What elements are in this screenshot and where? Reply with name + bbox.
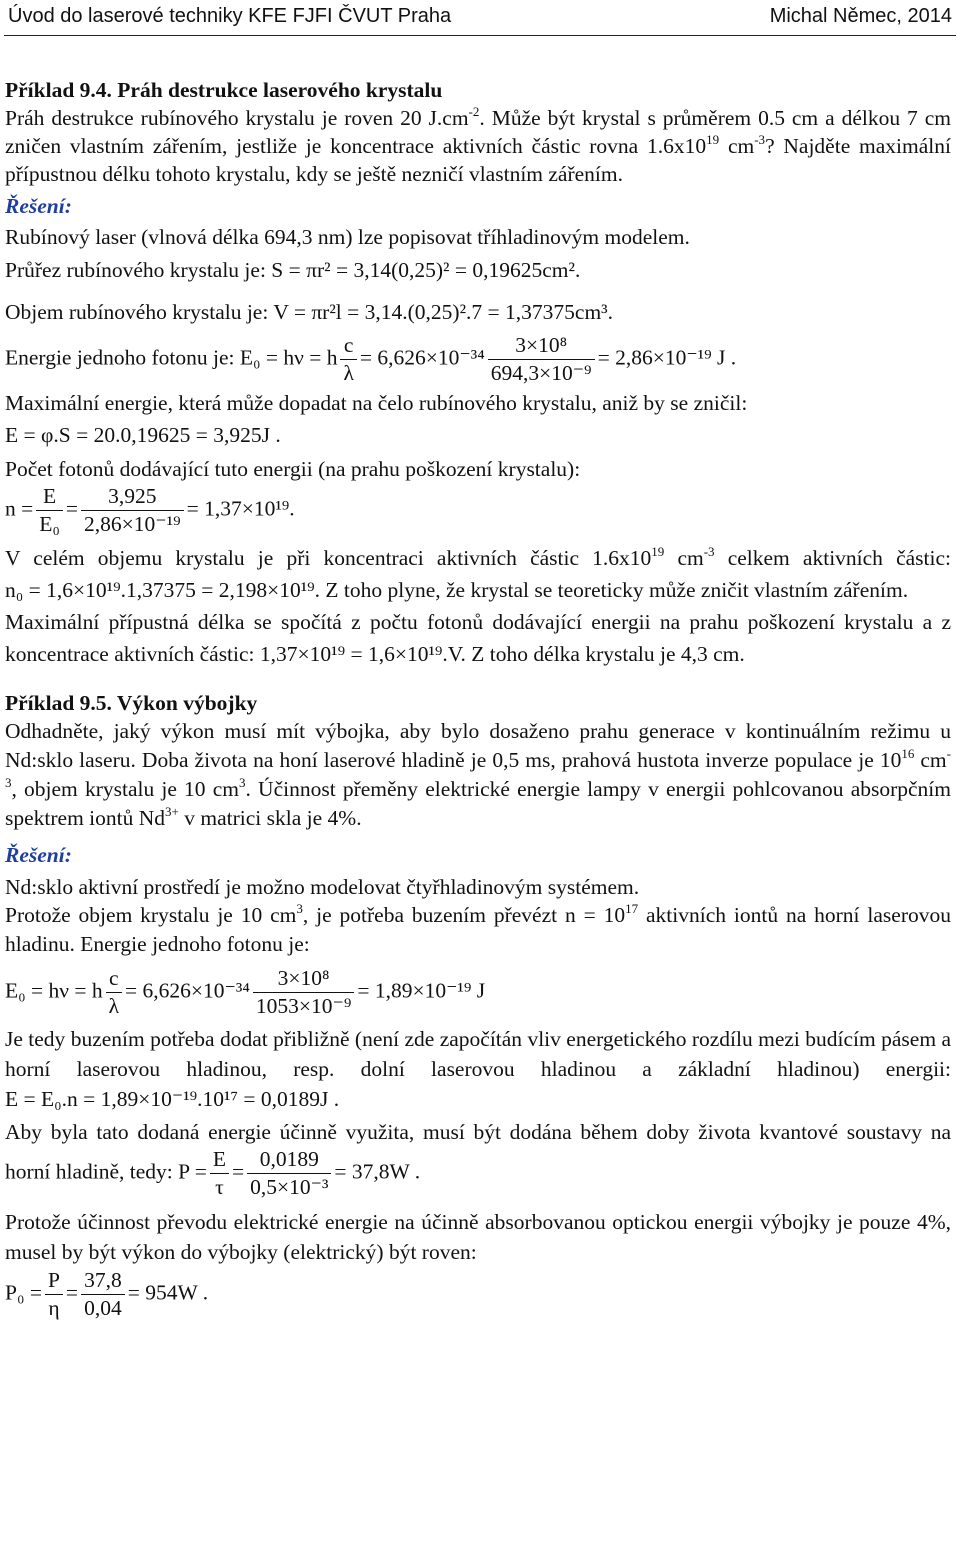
cross-section-line [5, 256, 951, 284]
task-sup: -3 [754, 132, 766, 147]
formula-part: n = [5, 496, 34, 521]
task-sup: 19 [706, 132, 720, 147]
particles-formula: n₀ = 1,6×10¹⁹.1,37375 = 2,198×10¹⁹ [5, 578, 315, 602]
solution-label: Řešení: [5, 194, 72, 218]
max-length-paragraph [5, 606, 951, 670]
formula-part: = 954W . [127, 1280, 209, 1305]
photon-count-formula: n = $\frac{E}{\text{E₀}}$ = $\frac{3,925}{\text{2,86×10⁻¹⁹}}$ = 1,37×10¹⁹. [5, 484, 295, 536]
task-text: Odhadněte, jaký výkon musí mít výbojka, aby bylo dosaženo prahu generace v kontinuálním režimu u Nd:sklo laseru. Doba života na honí laserové hladině je 0,5 ms, prahová hustota inverze populace je 10 [5, 719, 951, 772]
para-text: . Z toho plyne, že krystal se teoreticky může zničit vlastním zářením. [314, 578, 909, 602]
para-text: celkem aktivních částic: [714, 546, 951, 570]
fraction-numerator: 3,925 [81, 483, 184, 511]
fraction-denominator: 0,04 [84, 1296, 122, 1320]
formula-part: = 1,37×10¹⁹. [186, 496, 295, 521]
photon-energy-formula [5, 965, 951, 1020]
task-text: cm [914, 748, 947, 772]
header-author: Michal Němec, 2014 [769, 5, 952, 27]
fraction-numerator: c [106, 965, 122, 993]
example-9-5-heading: Příklad 9.5. Výkon výbojky [5, 691, 258, 715]
fraction [253, 965, 354, 1020]
fraction-denominator: η [48, 1296, 60, 1320]
task-text: cm [719, 134, 755, 158]
formula-part: = 37,8W . [334, 1159, 421, 1184]
fraction [45, 1267, 63, 1322]
fraction-numerator: 0,0189 [247, 1146, 331, 1174]
task-sup: 3 [239, 775, 246, 790]
fraction-denominator: 694,3×10⁻⁹ [490, 361, 592, 385]
task-sup: -2 [468, 104, 480, 119]
fraction [81, 1267, 125, 1322]
para-text: . Z toho délka krystalu je 4,3 cm. [460, 642, 745, 666]
fraction-denominator: λ [343, 361, 354, 385]
task-text: ? Najděte maximální přípustnou délku tohoto krystalu, kdy se ještě nezničí vlastním zářením. [5, 134, 951, 186]
cross-section-formula: S = πr² = 3,14(0,25)² = 0,19625cm². [271, 258, 581, 282]
volume-formula: V = πr²l = 3,14.(0,25)².7 = 1,37375cm³. [273, 300, 613, 324]
fraction [488, 332, 595, 387]
fraction [210, 1146, 229, 1201]
fraction-numerator: E [36, 483, 63, 511]
active-particles-paragraph [5, 542, 951, 606]
fraction [340, 332, 356, 387]
line-text: Objem rubínového krystalu je: [5, 300, 274, 324]
formula-part: = 1,89×10⁻¹⁹ J [357, 978, 486, 1003]
fraction-denominator: 2,86×10⁻¹⁹ [84, 512, 181, 536]
length-formula: 1,37×10¹⁹ = 1,6×10¹⁹.V [259, 642, 461, 666]
task-text: Práh destrukce rubínového krystalu je roven 20 J.cm [5, 106, 469, 130]
line-text: Průřez rubínového krystalu je: [5, 258, 272, 282]
task-text: v matrici skla je 4%. [178, 806, 362, 830]
fraction-denominator: τ [215, 1175, 224, 1199]
lamp-power-formula: P₀ = $\frac{P}{\eta}$ = $\frac{37,8}{0,04}$ = 954W . [5, 1268, 209, 1320]
formula-part: P₀ = [5, 1280, 42, 1305]
fraction-numerator: 37,8 [81, 1267, 125, 1295]
para-text: Maximální přípustná délka se spočítá z počtu fotonů dodávající energii na prahu poškození krystalu a z koncentrace aktivních částic: [5, 610, 951, 666]
para-text: aktivních iontů na horní laserovou hladinu. Energie jednoho fotonu je: [5, 903, 951, 956]
document-body [5, 76, 951, 1322]
formula-part: E₀ = hν = h [5, 978, 103, 1003]
power-paragraph: Aby byla tato dodaná energie účinně využita, musí být dodána během doby života kvantové soustavy na horní hladině, tedy: P = $\frac{E}{\tau}$ = $\frac{0,0189}{\text{0,5×10⁻³}}$ = 37,8W . [5, 1120, 951, 1199]
energy-formula: E = E₀.n = 1,89×10⁻¹⁹.10¹⁷ = 0,0189J . [5, 1087, 340, 1111]
header-rule [4, 35, 956, 36]
para-sup: 3 [296, 901, 303, 916]
fraction-denominator: 0,5×10⁻³ [250, 1175, 329, 1199]
line-text: Energie jednoho fotonu je: [5, 345, 240, 370]
example-9-4-heading: Příklad 9.4. Práh destrukce laserového krystalu [5, 78, 443, 102]
fraction [36, 483, 63, 538]
formula-part: = 6,626×10⁻³⁴ [359, 345, 485, 370]
para-text: , je potřeba buzením převézt n = 10 [302, 903, 626, 927]
task-text: . Může být krystal s průměrem 0.5 cm a délkou 7 cm zničen vlastním zářením, jestliže je koncentrace aktivních částic rovna 1.6x10 [5, 106, 951, 158]
example-9-4-task [5, 104, 951, 188]
fraction-denominator: λ [108, 994, 120, 1018]
para-text: Protože objem krystalu je 10 cm [5, 903, 297, 927]
solution-label: Řešení: [5, 843, 72, 867]
para-text: V celém objemu krystalu je při koncentraci aktivních částic 1.6x10 [5, 546, 652, 570]
formula-part: E₀ = hν = h [239, 345, 338, 370]
task-text: , objem krystalu je 10 cm [11, 777, 239, 801]
fraction-numerator: 3×10⁸ [253, 965, 354, 993]
para-sup: -3 [703, 544, 715, 559]
para-text: Aby byla tato dodaná energie účinně využita, musí být dodána během doby života kvantové soustavy na horní hladině, tedy: [5, 1120, 951, 1184]
fraction [81, 483, 184, 538]
para-text: Je tedy buzením potřeba dodat přibližně (není zde započítán vliv energetického rozdílu mezi budícím pásem a horní laserovou hladinou, resp. dolní laserovou hladinou a základní hladinou) energii: [5, 1027, 951, 1081]
max-energy-text: Maximální energie, která může dopadat na čelo rubínového krystalu, aniž by se zničil: [5, 391, 748, 415]
fraction-denominator: E₀ [39, 512, 60, 536]
efficiency-paragraph: Protože účinnost převodu elektrické energie na účinně absorbovanou optickou energii výbojky je pouze 4%, musel by být výkon do výbojky (elektrický) být roven: [5, 1210, 951, 1264]
para-text: cm [664, 546, 704, 570]
formula-part: = 2,86×10⁻¹⁹ J . [597, 345, 737, 370]
fraction [247, 1146, 331, 1201]
header-title: Úvod do laserové techniky KFE FJFI ČVUT Praha [8, 5, 452, 27]
fraction [106, 965, 122, 1020]
max-energy-formula: E = φ.S = 20.0,19625 = 3,925J . [5, 423, 281, 447]
formula-part: = 6,626×10⁻³⁴ [125, 978, 250, 1003]
photon-count-text: Počet fotonů dodávající tuto energii (na prahu poškození krystalu): [5, 457, 581, 481]
para-sup: 19 [651, 544, 665, 559]
page-header [0, 0, 960, 36]
formula-part: P = [178, 1159, 207, 1184]
example-9-5-task [5, 717, 951, 833]
section-gap [5, 670, 951, 689]
task-sup: 16 [901, 746, 915, 761]
task-sup: -3 [5, 746, 951, 790]
fraction-denominator: 1053×10⁻⁹ [255, 994, 352, 1018]
solution-line-1: Nd:sklo aktivní prostředí je možno modelovat čtyřhladinovým systémem. [5, 875, 640, 899]
task-sup: 3+ [165, 804, 179, 819]
fraction-numerator: c [340, 332, 356, 360]
task-text: . Účinnost přeměny elektrické energie lampy v energii pohlcovanou absorpčním spektrem iontů Nd [5, 777, 951, 830]
fraction-numerator: E [210, 1146, 229, 1174]
solution-line-1: Rubínový laser (vlnová délka 694,3 nm) lze popisovat tříhladinovým modelem. [5, 225, 690, 249]
excitation-paragraph [5, 901, 951, 959]
volume-line [5, 298, 951, 326]
para-sup: 17 [625, 901, 639, 916]
fraction-numerator: 3×10⁸ [488, 332, 595, 360]
photon-energy-line [5, 332, 951, 387]
fraction-numerator: P [45, 1267, 63, 1295]
required-energy-paragraph [5, 1024, 951, 1114]
